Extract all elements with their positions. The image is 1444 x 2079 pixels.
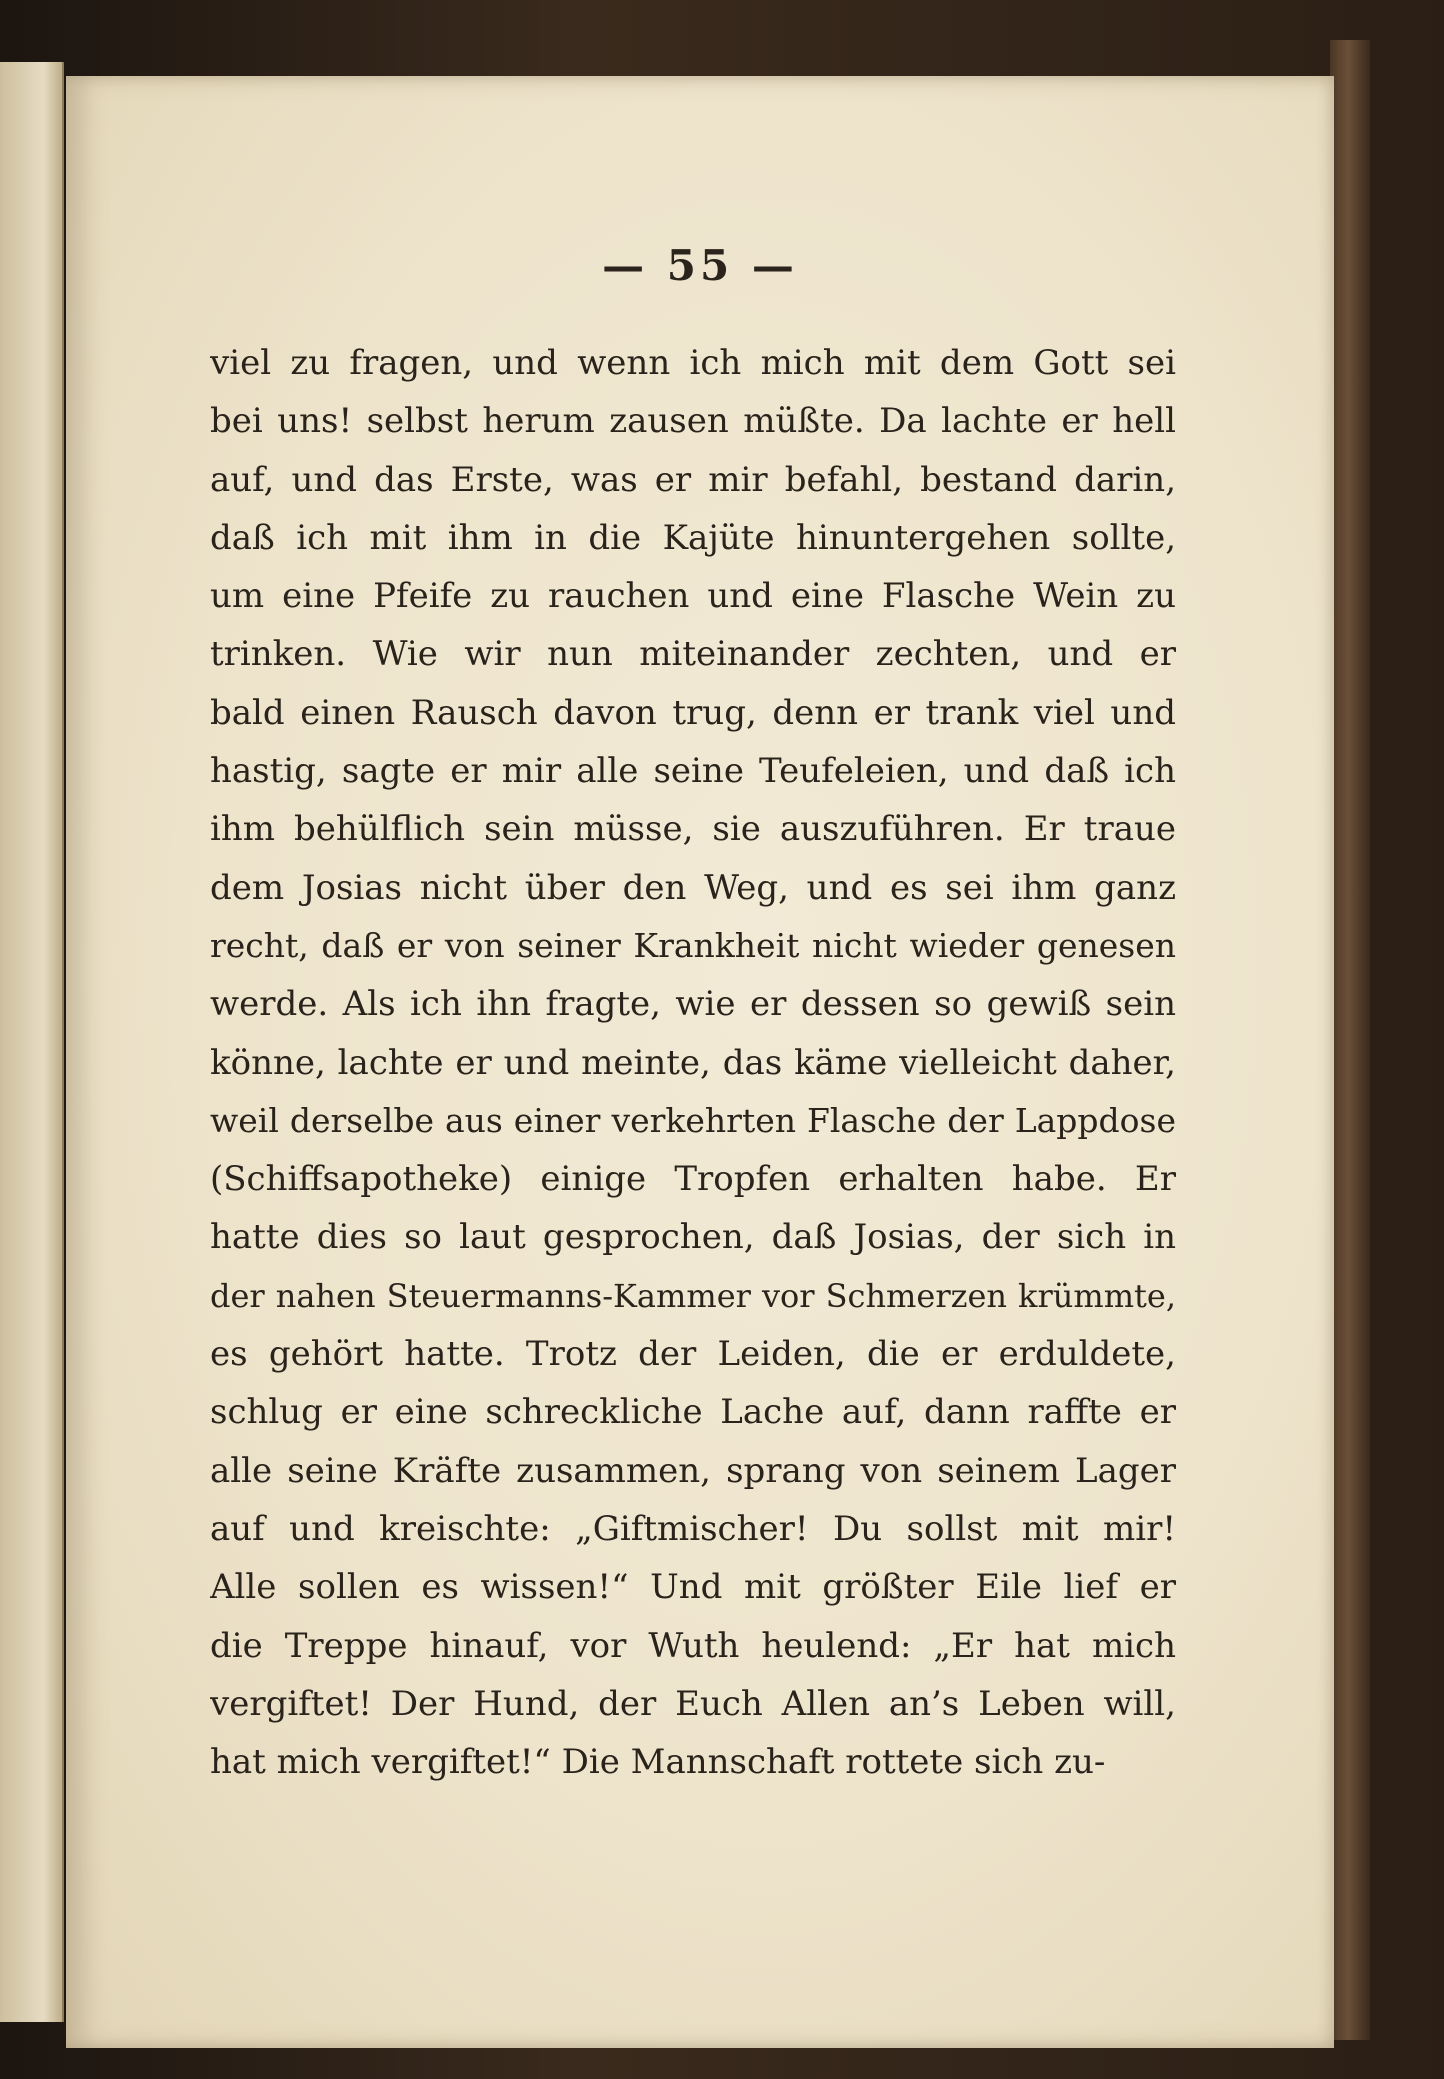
text-line: weil derselbe aus einer verkehrten Flasche der Lappdose [210,1100,1176,1140]
body-text [210,334,1176,1791]
text-line: der nahen Steuermanns-Kammer vor Schmerzen krümmte, [210,1276,1176,1315]
text-line: (Schiffsapotheke) einige Tropfen erhalten habe. Er [210,1159,1176,1200]
text-line: auf und kreischte: „Giftmischer! Du sollst mit mir! [210,1508,1176,1549]
book-page [66,76,1334,2048]
text-line: trinken. Wie wir nun miteinander zechten, und er [210,634,1176,675]
text-line: Alle sollen es wissen!“ Und mit größter Eile lief er [210,1567,1176,1608]
text-line: auf, und das Erste, was er mir befahl, bestand darin, [210,459,1176,500]
text-line: daß ich mit ihm in die Kajüte hinuntergehen sollte, [210,517,1176,558]
book-cover-edge [1330,40,1370,2040]
facing-page-edge [0,62,64,2022]
text-line: hat mich vergiftet!“ Die Mannschaft rottete sich zu- [210,1742,1106,1783]
text-line: vergiftet! Der Hund, der Euch Allen an’s Leben will, [210,1683,1176,1724]
text-line: ihm behülflich sein müsse, sie auszuführen. Er traue [210,809,1176,850]
text-line: dem Josias nicht über den Weg, und es sei ihm ganz [210,867,1176,908]
text-line: könne, lachte er und meinte, das käme vielleicht daher, [210,1042,1176,1083]
text-line: hastig, sagte er mir alle seine Teufeleien, und daß ich [210,751,1176,792]
text-line: werde. Als ich ihn fragte, wie er dessen so gewiß sein [210,984,1176,1025]
page-number: — 55 — [602,241,798,290]
text-line: die Treppe hinauf, vor Wuth heulend: „Er hat mich [210,1625,1176,1666]
text-line: bei uns! selbst herum zausen müßte. Da lachte er hell [210,401,1176,442]
text-line: es gehört hatte. Trotz der Leiden, die er erduldete, [210,1334,1176,1375]
text-line: viel zu fragen, und wenn ich mich mit dem Gott sei [210,343,1176,383]
text-line: um eine Pfeife zu rauchen und eine Flasche Wein zu [210,576,1176,617]
text-line: schlug er eine schreckliche Lache auf, dann raffte er [210,1392,1176,1433]
text-line: hatte dies so laut gesprochen, daß Josias, der sich in [210,1217,1176,1258]
text-line: alle seine Kräfte zusammen, sprang von seinem Lager [210,1450,1176,1491]
text-line: bald einen Rausch davon trug, denn er trank viel und [210,692,1176,733]
text-line: recht, daß er von seiner Krankheit nicht wieder genesen [210,925,1176,965]
